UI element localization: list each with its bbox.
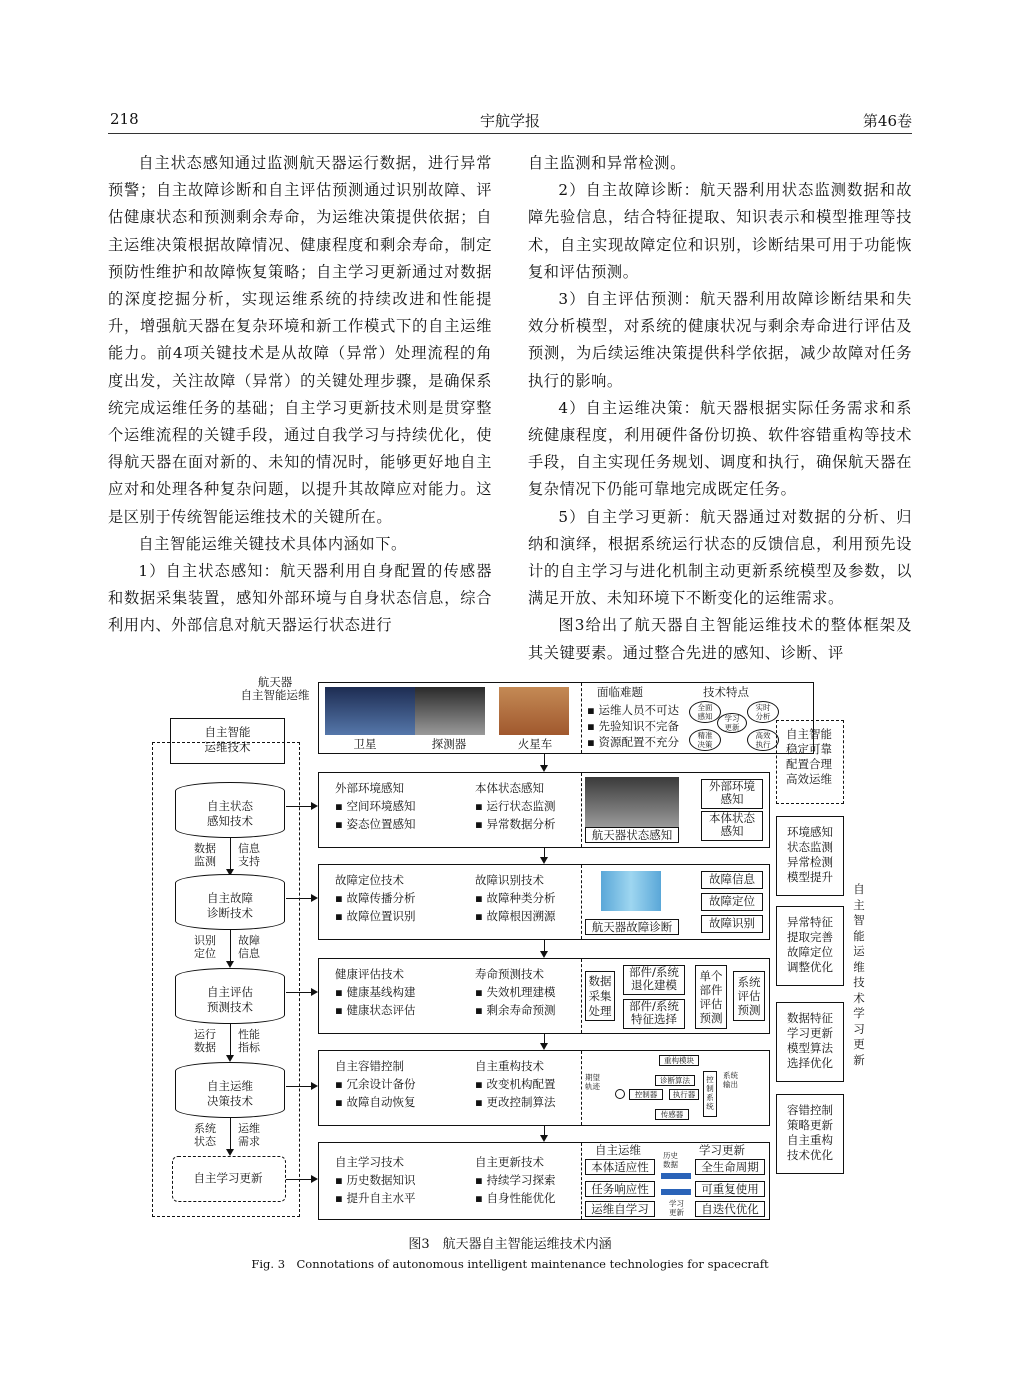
paragraph: 5）自主学习更新：航天器通过对数据的分析、归纳和演绎，根据系统运行状态的反馈信息，利用预先设计的自主学习与进化机制主动更新系统模型及参数，以满足开放、未知环境下不断变化的运维需求。 — [528, 507, 912, 608]
ctrl-block: 传感器 — [655, 1109, 689, 1120]
image-caption: 航天器故障诊断 — [585, 919, 679, 935]
cyl-label: 自主评估 预测技术 — [207, 985, 253, 1014]
cyl-label: 自主故障 诊断技术 — [207, 891, 253, 920]
output-box: 故障定位 — [701, 893, 763, 911]
image-caption: 航天器状态感知 — [585, 827, 679, 843]
paragraph: 3）自主评估预测：航天器利用故障诊断结果和失效分析模型，对系统的健康状况与剩余寿命进行评估及预测，为后续运维决策提供科学依据，减少故障对任务执行的影响。 — [528, 290, 912, 390]
bullet-text: 异常数据分析 — [486, 817, 556, 831]
row-col2-title: 自主更新技术 — [475, 1155, 544, 1169]
flow-arrow — [286, 806, 316, 807]
bullet-text: 失效机理建模 — [486, 985, 556, 999]
learn-box: 可重复使用 — [695, 1181, 765, 1197]
row-diagnosis — [318, 864, 770, 940]
ctrl-label: 期望 轨迹 — [585, 1073, 600, 1091]
goal-text: 自主智能 稳定可靠 配置合理 高效运维 — [786, 727, 832, 786]
divider — [581, 1051, 582, 1125]
bullet-text: 更改控制算法 — [486, 1095, 556, 1109]
row-col2-title: 自主重构技术 — [475, 1059, 544, 1073]
bullet: ▪ 故障自动恢复 — [335, 1095, 416, 1109]
learn-panel-title: 自主运维 — [595, 1143, 641, 1157]
bullet-text: 故障种类分析 — [486, 891, 556, 905]
row-col1-title: 自主学习技术 — [335, 1155, 404, 1169]
goal-text: 环境感知 状态监测 异常检测 模型提升 — [787, 825, 833, 884]
bullet-text: 历史数据知识 — [346, 1173, 416, 1187]
output-box: 外部环境 感知 — [701, 779, 763, 809]
bullet: ▪ 提升自主水平 — [335, 1191, 416, 1205]
bullet-text: 故障位置识别 — [346, 909, 416, 923]
vehicle-label: 卫星 — [353, 737, 377, 751]
flow-box: 单个 部件 评估 预测 — [695, 965, 727, 1029]
vehicle-label: 探测器 — [431, 737, 467, 751]
ctrl-block: 控 制 系 统 — [703, 1071, 717, 1117]
flow-box: 部件/系统 特征选择 — [623, 999, 685, 1029]
bullet-text: 故障自动恢复 — [346, 1095, 416, 1109]
summing-junction — [615, 1089, 625, 1099]
row-col1-title: 自主容错控制 — [335, 1059, 404, 1073]
flow-arrow — [286, 1086, 316, 1087]
ctrl-block: 重构模块 — [659, 1055, 699, 1066]
ctrl-block: 控制器 — [629, 1089, 663, 1100]
right-arrow-icon — [661, 1173, 691, 1179]
flow-box: 系统 评估 预测 — [733, 971, 765, 1021]
divider — [581, 959, 582, 1033]
paragraph: 1）自主状态感知：航天器利用自身配置的传感器和数据采集装置，感知外部环境与自身状态信息，综合利用内、外部信息对航天器运行状态进行 — [108, 562, 492, 635]
learn-box: 本体适应性 — [585, 1159, 655, 1175]
learn-arrow-label: 学习 更新 — [669, 1199, 684, 1217]
bullet: ▪ 空间环境感知 — [335, 799, 416, 813]
bullet-text: 健康基线构建 — [346, 985, 416, 999]
learning-update-box — [172, 1156, 286, 1202]
bullet: ▪ 健康基线构建 — [335, 985, 416, 999]
bullet-text: 改变机构配置 — [486, 1077, 556, 1091]
feature-ellipse: 高效 执行 — [747, 729, 779, 751]
row-col1-title: 外部环境感知 — [335, 781, 404, 795]
flow-box: 数据 采集 处理 — [585, 971, 615, 1021]
vehicles-panel — [318, 682, 814, 754]
sensing-image — [585, 777, 679, 827]
output-box: 故障信息 — [701, 871, 763, 889]
chain-label: 数据 监测 — [194, 842, 216, 868]
paragraph: 自主监测和异常检测。 — [528, 154, 686, 172]
row-learning — [318, 1142, 770, 1220]
goal-text: 数据特征 学习更新 模型算法 选择优化 — [787, 1011, 833, 1070]
row-col1-title: 故障定位技术 — [335, 873, 404, 887]
cyl-label: 自主运维 决策技术 — [207, 1079, 253, 1108]
paragraph: 自主智能运维关键技术具体内涵如下。 — [138, 534, 407, 553]
output-box: 故障识别 — [701, 915, 763, 933]
bullet: ▪ 自身性能优化 — [475, 1191, 556, 1205]
paragraph: 自主状态感知通过监测航天器运行数据，进行异常预警；自主故障诊断和自主评估预测通过识别故障、评估健康状态和预测剩余寿命，为运维决策提供依据；自主运维决策根据故障情况、健康程度和剩余寿命，制定预防性维护和故障恢复策略；自主学习更新通过对数据的深度挖掘分析，实现运维系统的持续改进和性能提升，增强航天器在复杂环境和新工作模式下的自主运维能力。前4项关键技术是从故障（异常）处理流程的角度出发，关注故障（异常）的关键处理步骤，是确保系统完成运维任务的基础；自主学习更新技术则是贯穿整个运维流程的关键手段，通过自我学习与持续优化，使得航天器在面对新的、未知的情况时，能够更好地自主应对和处理各种复杂问题，以提升其故障应对能力。这是区别于传统智能运维技术的关键所在。 — [108, 154, 492, 526]
flow-arrow — [544, 1126, 545, 1140]
rover-image — [499, 687, 569, 735]
feature-ellipse: 实时 分析 — [747, 701, 779, 723]
challenge-text: 运维人员不可达 — [598, 703, 679, 717]
bullet: ▪ 姿态位置感知 — [335, 817, 416, 831]
learn-arrow-label: 历史 数据 — [663, 1151, 678, 1169]
learn-panel-title: 学习更新 — [699, 1143, 745, 1157]
bullet-text: 冗余设计备份 — [346, 1077, 416, 1091]
bullet: ▪ 更改控制算法 — [475, 1095, 556, 1109]
goal-box — [776, 1002, 844, 1082]
root-box-label: 自主智能 运维技术 — [204, 725, 251, 754]
bullet: ▪ 故障传播分析 — [335, 891, 416, 905]
bullet-text: 空间环境感知 — [346, 799, 416, 813]
row-col2-title: 本体状态感知 — [475, 781, 544, 795]
challenge-text: 先验知识不完备 — [598, 719, 679, 733]
challenges-title: 面临难题 — [597, 685, 643, 699]
figure-3 — [150, 676, 870, 1226]
learn-box: 运维自学习 — [585, 1201, 655, 1217]
challenge-item: ▪ 资源配置不充分 — [587, 735, 679, 749]
state-sensing-cylinder — [175, 782, 285, 838]
goal-text: 容错控制 策略更新 自主重构 技术优化 — [787, 1103, 833, 1162]
paragraph: 图3给出了航天器自主智能运维技术的整体框架及其关键要素。通过整合先进的感知、诊断、评 — [528, 616, 912, 662]
bullet: ▪ 持续学习探索 — [475, 1173, 556, 1187]
chain-label: 故障 信息 — [238, 934, 260, 960]
goal-top — [776, 720, 844, 804]
flow-arrow — [230, 1118, 231, 1154]
bullet: ▪ 故障种类分析 — [475, 891, 556, 905]
challenge-text: 资源配置不充分 — [598, 735, 679, 749]
bullet-text: 故障根因溯源 — [486, 909, 556, 923]
feature-ellipse: 学习 更新 — [717, 713, 747, 733]
chain-label: 性能 指标 — [238, 1028, 260, 1054]
goal-box — [776, 1094, 844, 1174]
bullet-text: 健康状态评估 — [346, 1003, 416, 1017]
flow-arrow — [230, 838, 231, 874]
flow-arrow — [230, 930, 231, 966]
bullet-text: 持续学习探索 — [486, 1173, 556, 1187]
learn-box-label: 自主学习更新 — [193, 1171, 263, 1185]
fault-diagnosis-cylinder — [175, 874, 285, 930]
chain-label: 运维 需求 — [238, 1122, 260, 1148]
figure-caption-cn: 图3 航天器自主智能运维技术内涵 — [408, 1237, 612, 1252]
bullet: ▪ 失效机理建模 — [475, 985, 556, 999]
left-arrow-icon — [661, 1189, 691, 1195]
learn-box: 自迭代优化 — [695, 1201, 765, 1217]
goal-text: 异常特征 提取完善 故障定位 调整优化 — [787, 915, 833, 974]
features-title: 技术特点 — [703, 685, 749, 699]
row-col2-title: 寿命预测技术 — [475, 967, 544, 981]
journal-title: 宇航学报 — [479, 112, 540, 130]
bullet-text: 剩余寿命预测 — [486, 1003, 556, 1017]
bullet-text: 提升自主水平 — [346, 1191, 416, 1205]
challenge-item: ▪ 运维人员不可达 — [587, 703, 679, 717]
ctrl-label: 系统 输出 — [723, 1071, 738, 1089]
bullet: ▪ 冗余设计备份 — [335, 1077, 416, 1091]
bullet: ▪ 历史数据知识 — [335, 1173, 416, 1187]
left-column — [108, 150, 492, 640]
top-label: 航天器 自主智能运维 — [240, 675, 310, 702]
row-decision — [318, 1050, 770, 1126]
vehicle-label: 火星车 — [517, 737, 553, 751]
ctrl-block: 执行器 — [669, 1089, 699, 1100]
ctrl-block: 诊断算法 — [655, 1075, 695, 1086]
flow-arrow — [230, 1024, 231, 1060]
volume-label: 第46卷 — [862, 112, 912, 130]
divider — [581, 1143, 582, 1219]
flow-arrow — [544, 1034, 545, 1048]
right-column — [528, 150, 912, 667]
bullet: ▪ 改变机构配置 — [475, 1077, 556, 1091]
flow-arrow — [286, 992, 316, 993]
feature-ellipse: 全面 感知 — [689, 701, 721, 723]
challenge-item: ▪ 先验知识不完备 — [587, 719, 679, 733]
bullet: ▪ 剩余寿命预测 — [475, 1003, 556, 1017]
flow-arrow — [286, 1179, 316, 1180]
flow-arrow — [286, 898, 316, 899]
divider — [581, 683, 583, 753]
flow-box: 部件/系统 退化建模 — [623, 965, 685, 995]
bullet: ▪ 故障根因溯源 — [475, 909, 556, 923]
bullet-text: 运行状态监测 — [486, 799, 556, 813]
cyl-label: 自主状态 感知技术 — [207, 799, 253, 828]
side-vertical-label: 自主智能运维技术学习更新 — [853, 882, 865, 1067]
figure-caption-en: Fig. 3 Connotations of autonomous intelligent maintenance technologies for spacecraft — [251, 1257, 769, 1271]
flow-arrow — [544, 754, 545, 770]
chain-label: 系统 状态 — [194, 1122, 216, 1148]
paragraph: 4）自主运维决策：航天器根据实际任务需求和系统健康程度，利用硬件备份切换、软件容错重构等技术手段，自主实现任务规划、调度和执行，确保航天器在复杂情况下仍能可靠地完成既定任务。 — [528, 398, 912, 499]
page-number: 218 — [110, 110, 139, 128]
row-evaluation — [318, 958, 770, 1034]
evaluation-cylinder — [175, 968, 285, 1024]
bullet: ▪ 故障位置识别 — [335, 909, 416, 923]
divider — [581, 865, 582, 939]
row-sensing — [318, 772, 770, 848]
row-col1-title: 健康评估技术 — [335, 967, 404, 981]
divider — [581, 773, 582, 847]
bullet-text: 自身性能优化 — [486, 1191, 556, 1205]
flow-arrow — [544, 940, 545, 956]
paragraph: 2）自主故障诊断：航天器利用状态监测数据和故障先验信息，结合特征提取、知识表示和模型推理等技术，自主实现故障定位和识别，诊断结果可用于功能恢复和评估预测。 — [528, 181, 912, 281]
flow-arrow — [544, 848, 545, 862]
bullet: ▪ 异常数据分析 — [475, 817, 556, 831]
output-box: 本体状态 感知 — [701, 811, 763, 841]
row-col2-title: 故障识别技术 — [475, 873, 544, 887]
bullet: ▪ 运行状态监测 — [475, 799, 556, 813]
learn-box: 任务响应性 — [585, 1181, 655, 1197]
chain-label: 运行 数据 — [194, 1028, 216, 1054]
bullet-text: 姿态位置感知 — [346, 817, 416, 831]
chain-label: 信息 支持 — [238, 842, 260, 868]
learn-box: 全生命周期 — [695, 1159, 765, 1175]
bullet-text: 故障传播分析 — [346, 891, 416, 905]
goal-box — [776, 816, 844, 896]
chain-label: 识别 定位 — [194, 934, 216, 960]
bullet: ▪ 健康状态评估 — [335, 1003, 416, 1017]
diagnosis-image — [601, 871, 661, 911]
goal-box — [776, 906, 844, 986]
probe-image — [415, 687, 485, 735]
feature-ellipse: 精准 决策 — [689, 729, 721, 751]
decision-cylinder — [175, 1062, 285, 1118]
header-rule — [108, 133, 912, 134]
